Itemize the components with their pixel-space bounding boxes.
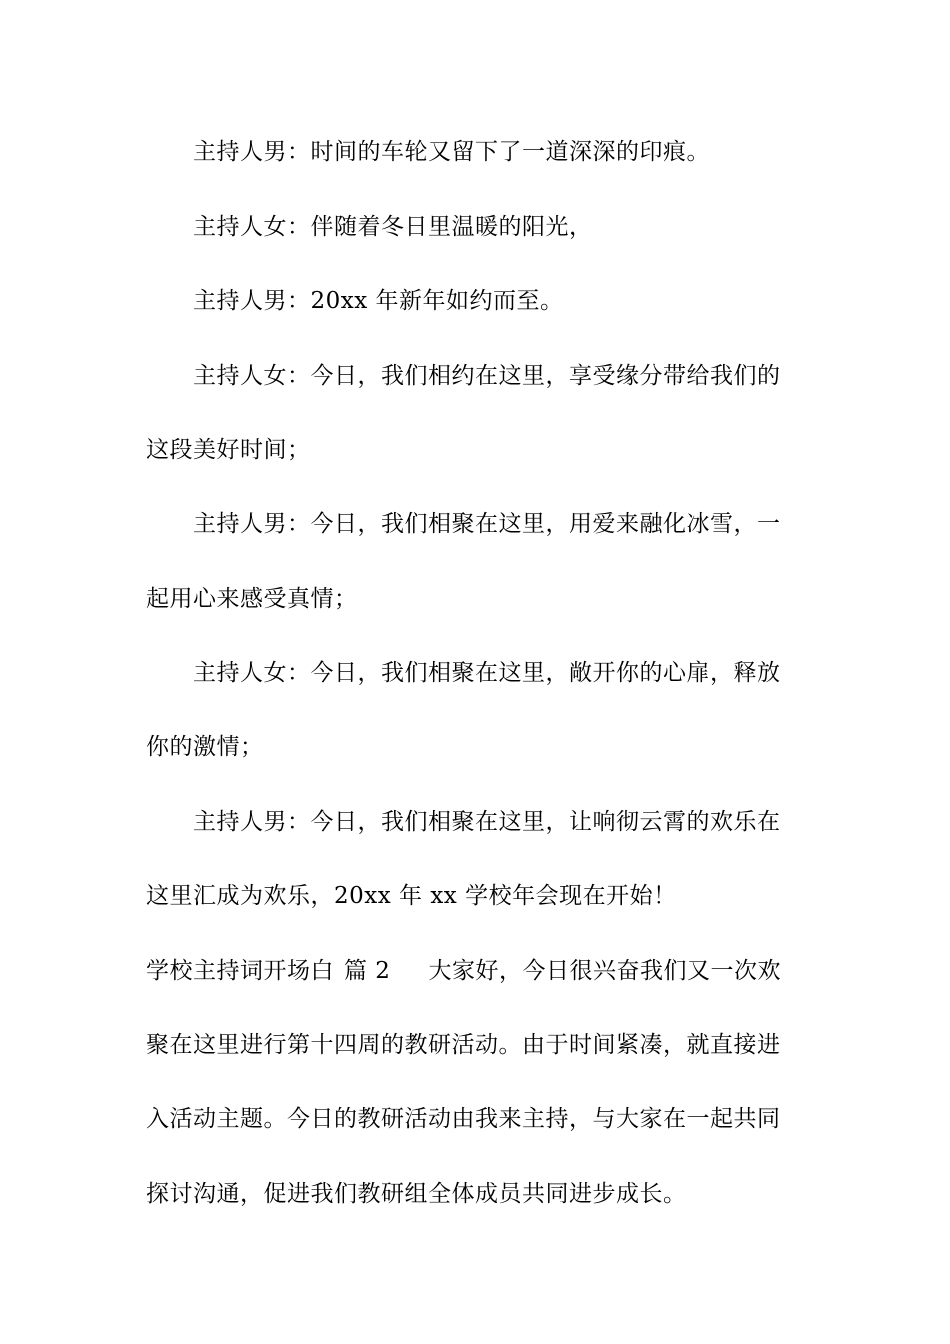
section-2-line-3: 入活动主题。今日的教研活动由我来主持，与大家在一起共同	[146, 1106, 781, 1132]
paragraph-host-male-4-line-1: 主持人男：今日，我们相聚在这里，让响彻云霄的欢乐在	[193, 809, 781, 835]
section-2-text-line-1: 大家好，今日很兴奋我们又一次欢	[428, 958, 781, 984]
section-heading: 学校主持词开场白	[146, 958, 334, 984]
paragraph-host-male-3-line-1: 主持人男：今日，我们相聚在这里，用爱来融化冰雪，一	[193, 511, 781, 537]
section-2-line-2: 聚在这里进行第十四周的教研活动。由于时间紧凑，就直接进	[146, 1032, 781, 1058]
paragraph-host-male-4-line-2: 这里汇成为欢乐，20xx 年 xx 学校年会现在开始！	[146, 883, 677, 909]
paragraph-host-female-1: 主持人女：伴随着冬日里温暖的阳光，	[193, 214, 593, 240]
paragraph-host-male-2: 主持人男：20xx 年新年如约而至。	[193, 288, 564, 314]
paragraph-host-male-1: 主持人男：时间的车轮又留下了一道深深的印痕。	[193, 139, 710, 165]
paragraph-host-female-3-line-2: 你的激情；	[146, 734, 264, 760]
paragraph-host-female-2-line-2: 这段美好时间；	[146, 437, 311, 463]
section-2-line-4: 探讨沟通，促进我们教研组全体成员共同进步成长。	[146, 1181, 687, 1207]
paragraph-host-female-3-line-1: 主持人女：今日，我们相聚在这里，敞开你的心扉，释放	[193, 660, 781, 686]
section-2-line-1	[146, 956, 806, 986]
section-part-label: 篇 2	[344, 958, 391, 984]
paragraph-host-male-3-line-2: 起用心来感受真情；	[146, 586, 358, 612]
paragraph-host-female-2-line-1: 主持人女：今日，我们相约在这里，享受缘分带给我们的	[193, 363, 781, 389]
